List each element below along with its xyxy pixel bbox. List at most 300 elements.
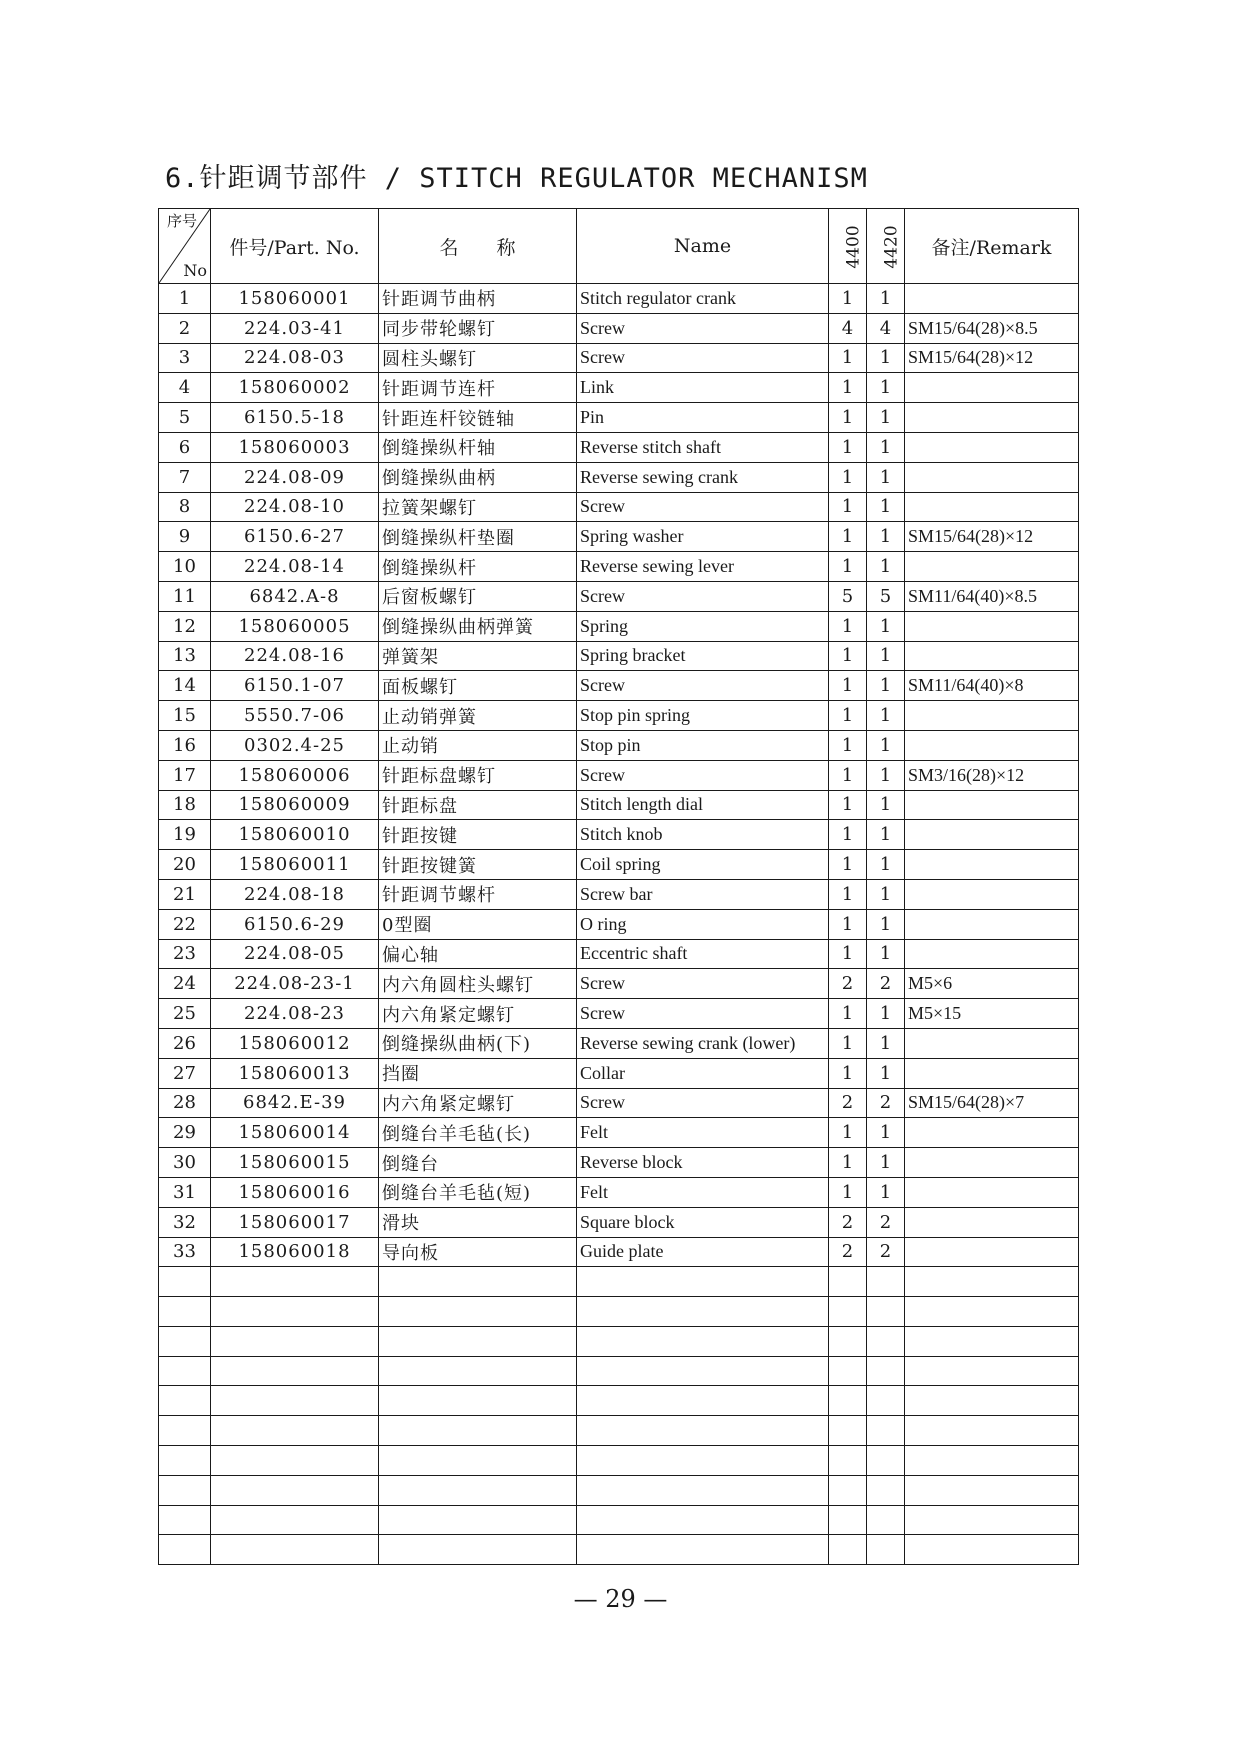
cell-en-name: Screw bbox=[577, 343, 829, 373]
cell-part-no: 224.08-10 bbox=[211, 492, 379, 522]
parts-table bbox=[158, 208, 1079, 1565]
cell-qty-4400: 1 bbox=[829, 939, 867, 969]
cell-remark bbox=[905, 850, 1079, 880]
cell-qty-4400: 1 bbox=[829, 850, 867, 880]
cell-qty-4420: 1 bbox=[867, 909, 905, 939]
cell-part-no: 5550.7-06 bbox=[211, 701, 379, 731]
table-row bbox=[159, 492, 1079, 522]
cell-en-name: Stitch regulator crank bbox=[577, 284, 829, 314]
cell-en-name: Screw bbox=[577, 492, 829, 522]
table-row bbox=[159, 611, 1079, 641]
cell-remark bbox=[905, 432, 1079, 462]
cell-remark-empty bbox=[905, 1535, 1079, 1565]
cell-qty-4400: 1 bbox=[829, 403, 867, 433]
cell-cn-name: 导向板 bbox=[379, 1237, 577, 1267]
cell-no: 3 bbox=[159, 343, 211, 373]
cell-en-name: Screw bbox=[577, 999, 829, 1029]
cell-cn-name: 针距调节曲柄 bbox=[379, 284, 577, 314]
header-en-name: Name bbox=[577, 209, 829, 284]
cell-part-no: 158060018 bbox=[211, 1237, 379, 1267]
cell-remark-empty bbox=[905, 1475, 1079, 1505]
cell-no: 13 bbox=[159, 641, 211, 671]
cell-remark bbox=[905, 909, 1079, 939]
cell-part-no: 6150.5-18 bbox=[211, 403, 379, 433]
cell-cn-name: 弹簧架 bbox=[379, 641, 577, 671]
cell-remark bbox=[905, 611, 1079, 641]
cell-part-no: 158060006 bbox=[211, 760, 379, 790]
cell-qty-4400: 1 bbox=[829, 641, 867, 671]
cell-remark bbox=[905, 730, 1079, 760]
cell-qty-4420-empty bbox=[867, 1267, 905, 1297]
cell-qty-4400: 1 bbox=[829, 373, 867, 403]
cell-no: 30 bbox=[159, 1148, 211, 1178]
cell-no-empty bbox=[159, 1446, 211, 1476]
cell-remark: SM3/16(28)×12 bbox=[905, 760, 1079, 790]
cell-part-no: 158060009 bbox=[211, 790, 379, 820]
table-row bbox=[159, 1088, 1079, 1118]
table-row bbox=[159, 701, 1079, 731]
cell-no: 33 bbox=[159, 1237, 211, 1267]
cell-no: 11 bbox=[159, 581, 211, 611]
table-row bbox=[159, 641, 1079, 671]
cell-qty-4420: 1 bbox=[867, 552, 905, 582]
cell-en-name: Reverse stitch shaft bbox=[577, 432, 829, 462]
table-row bbox=[159, 1207, 1079, 1237]
cell-en-name: Reverse sewing crank (lower) bbox=[577, 1028, 829, 1058]
cell-part-no: 158060014 bbox=[211, 1118, 379, 1148]
cell-qty-4400: 1 bbox=[829, 1118, 867, 1148]
cell-en-name: Spring bracket bbox=[577, 641, 829, 671]
cell-cn-name: 内六角圆柱头螺钉 bbox=[379, 969, 577, 999]
empty-table-row bbox=[159, 1386, 1079, 1416]
cell-cn-name: 倒缝台 bbox=[379, 1148, 577, 1178]
cell-qty-4420: 1 bbox=[867, 790, 905, 820]
cell-qty-4400: 2 bbox=[829, 1088, 867, 1118]
cell-en-name: Stop pin spring bbox=[577, 701, 829, 731]
cell-part-no-empty bbox=[211, 1446, 379, 1476]
cell-en-name: O ring bbox=[577, 909, 829, 939]
cell-cn-name: 后窗板螺钉 bbox=[379, 581, 577, 611]
header-qty-4420 bbox=[867, 209, 905, 284]
cell-en-name: Screw bbox=[577, 671, 829, 701]
table-row bbox=[159, 879, 1079, 909]
cell-cn-name: 倒缝操纵杆 bbox=[379, 552, 577, 582]
cell-cn-name: 针距标盘螺钉 bbox=[379, 760, 577, 790]
cell-part-no: 224.08-05 bbox=[211, 939, 379, 969]
cell-qty-4400-empty bbox=[829, 1267, 867, 1297]
cell-qty-4400-empty bbox=[829, 1416, 867, 1446]
cell-en-name: Screw bar bbox=[577, 879, 829, 909]
cell-en-name: Screw bbox=[577, 1088, 829, 1118]
table-row bbox=[159, 581, 1079, 611]
cell-no: 24 bbox=[159, 969, 211, 999]
cell-remark bbox=[905, 462, 1079, 492]
cell-no: 6 bbox=[159, 432, 211, 462]
table-body bbox=[159, 284, 1079, 1565]
cell-cn-name: 同步带轮螺钉 bbox=[379, 313, 577, 343]
table-row bbox=[159, 820, 1079, 850]
cell-remark: SM11/64(40)×8 bbox=[905, 671, 1079, 701]
table-row bbox=[159, 522, 1079, 552]
cell-qty-4400: 1 bbox=[829, 492, 867, 522]
cell-part-no: 6150.6-27 bbox=[211, 522, 379, 552]
table-row bbox=[159, 373, 1079, 403]
cell-remark bbox=[905, 492, 1079, 522]
cell-qty-4400: 1 bbox=[829, 671, 867, 701]
cell-qty-4400: 1 bbox=[829, 701, 867, 731]
cell-en-name-empty bbox=[577, 1475, 829, 1505]
cell-no: 10 bbox=[159, 552, 211, 582]
cell-remark bbox=[905, 1207, 1079, 1237]
cell-qty-4400: 1 bbox=[829, 343, 867, 373]
cell-no: 23 bbox=[159, 939, 211, 969]
cell-remark-empty bbox=[905, 1267, 1079, 1297]
cell-qty-4400: 5 bbox=[829, 581, 867, 611]
cell-qty-4420: 2 bbox=[867, 1088, 905, 1118]
cell-no: 32 bbox=[159, 1207, 211, 1237]
cell-part-no-empty bbox=[211, 1386, 379, 1416]
cell-qty-4420: 1 bbox=[867, 1028, 905, 1058]
cell-cn-name-empty bbox=[379, 1505, 577, 1535]
cell-no: 20 bbox=[159, 850, 211, 880]
cell-qty-4400: 1 bbox=[829, 730, 867, 760]
cell-qty-4420-empty bbox=[867, 1505, 905, 1535]
cell-qty-4420: 1 bbox=[867, 730, 905, 760]
cell-en-name-empty bbox=[577, 1267, 829, 1297]
cell-qty-4420: 1 bbox=[867, 284, 905, 314]
cell-part-no: 158060017 bbox=[211, 1207, 379, 1237]
cell-en-name: Square block bbox=[577, 1207, 829, 1237]
cell-remark: SM15/64(28)×12 bbox=[905, 343, 1079, 373]
table-header-row bbox=[159, 209, 1079, 284]
cell-cn-name-empty bbox=[379, 1535, 577, 1565]
header-no bbox=[159, 209, 211, 284]
cell-qty-4400: 1 bbox=[829, 462, 867, 492]
cell-en-name-empty bbox=[577, 1297, 829, 1327]
cell-part-no-empty bbox=[211, 1475, 379, 1505]
cell-qty-4420: 1 bbox=[867, 343, 905, 373]
cell-remark bbox=[905, 1118, 1079, 1148]
cell-cn-name-empty bbox=[379, 1386, 577, 1416]
cell-qty-4420-empty bbox=[867, 1416, 905, 1446]
cell-en-name-empty bbox=[577, 1535, 829, 1565]
cell-cn-name-empty bbox=[379, 1475, 577, 1505]
cell-qty-4400: 1 bbox=[829, 1177, 867, 1207]
table-row bbox=[159, 1237, 1079, 1267]
cell-en-name: Screw bbox=[577, 969, 829, 999]
cell-en-name-empty bbox=[577, 1386, 829, 1416]
cell-cn-name: 针距调节螺杆 bbox=[379, 879, 577, 909]
cell-no-empty bbox=[159, 1386, 211, 1416]
cell-part-no: 224.08-14 bbox=[211, 552, 379, 582]
cell-en-name-empty bbox=[577, 1416, 829, 1446]
cell-remark bbox=[905, 1028, 1079, 1058]
table-row bbox=[159, 909, 1079, 939]
cell-cn-name: 0型圈 bbox=[379, 909, 577, 939]
cell-cn-name: 针距按键簧 bbox=[379, 850, 577, 880]
cell-cn-name: 滑块 bbox=[379, 1207, 577, 1237]
cell-cn-name: 倒缝操纵曲柄弹簧 bbox=[379, 611, 577, 641]
cell-qty-4400: 1 bbox=[829, 611, 867, 641]
cell-qty-4420: 1 bbox=[867, 850, 905, 880]
cell-no: 14 bbox=[159, 671, 211, 701]
cell-qty-4420: 1 bbox=[867, 671, 905, 701]
cell-qty-4400-empty bbox=[829, 1386, 867, 1416]
cell-qty-4420: 2 bbox=[867, 969, 905, 999]
cell-part-no: 6150.1-07 bbox=[211, 671, 379, 701]
table-row bbox=[159, 1058, 1079, 1088]
cell-no: 17 bbox=[159, 760, 211, 790]
cell-en-name-empty bbox=[577, 1356, 829, 1386]
header-no-top: 序号 bbox=[167, 212, 198, 230]
cell-cn-name: 圆柱头螺钉 bbox=[379, 343, 577, 373]
cell-en-name: Guide plate bbox=[577, 1237, 829, 1267]
cell-part-no: 158060011 bbox=[211, 850, 379, 880]
cell-cn-name-empty bbox=[379, 1356, 577, 1386]
cell-part-no: 224.08-23 bbox=[211, 999, 379, 1029]
page-number: — 29 — bbox=[573, 1585, 668, 1613]
table-row bbox=[159, 1028, 1079, 1058]
cell-cn-name: 倒缝操纵曲柄(下) bbox=[379, 1028, 577, 1058]
table-row bbox=[159, 343, 1079, 373]
table-row bbox=[159, 790, 1079, 820]
cell-part-no: 158060013 bbox=[211, 1058, 379, 1088]
cell-qty-4420: 1 bbox=[867, 999, 905, 1029]
cell-no-empty bbox=[159, 1297, 211, 1327]
cell-cn-name-empty bbox=[379, 1446, 577, 1476]
cell-part-no: 158060016 bbox=[211, 1177, 379, 1207]
cell-qty-4420: 5 bbox=[867, 581, 905, 611]
cell-qty-4420: 1 bbox=[867, 403, 905, 433]
cell-en-name: Stitch knob bbox=[577, 820, 829, 850]
cell-cn-name: 针距连杆铰链轴 bbox=[379, 403, 577, 433]
cell-qty-4420-empty bbox=[867, 1535, 905, 1565]
cell-no: 4 bbox=[159, 373, 211, 403]
cell-qty-4400: 2 bbox=[829, 1207, 867, 1237]
cell-part-no: 224.08-03 bbox=[211, 343, 379, 373]
cell-en-name: Reverse block bbox=[577, 1148, 829, 1178]
cell-qty-4400: 2 bbox=[829, 969, 867, 999]
cell-qty-4420: 2 bbox=[867, 1207, 905, 1237]
cell-qty-4400: 1 bbox=[829, 879, 867, 909]
cell-en-name-empty bbox=[577, 1326, 829, 1356]
cell-part-no-empty bbox=[211, 1356, 379, 1386]
cell-no-empty bbox=[159, 1505, 211, 1535]
cell-remark: SM15/64(28)×8.5 bbox=[905, 313, 1079, 343]
cell-no: 27 bbox=[159, 1058, 211, 1088]
cell-remark bbox=[905, 879, 1079, 909]
cell-qty-4420: 1 bbox=[867, 879, 905, 909]
cell-cn-name: 拉簧架螺钉 bbox=[379, 492, 577, 522]
empty-table-row bbox=[159, 1326, 1079, 1356]
cell-en-name: Coil spring bbox=[577, 850, 829, 880]
cell-en-name: Eccentric shaft bbox=[577, 939, 829, 969]
cell-cn-name-empty bbox=[379, 1326, 577, 1356]
cell-qty-4400-empty bbox=[829, 1505, 867, 1535]
cell-no: 2 bbox=[159, 313, 211, 343]
cell-en-name: Pin bbox=[577, 403, 829, 433]
cell-qty-4400-empty bbox=[829, 1297, 867, 1327]
cell-qty-4400-empty bbox=[829, 1326, 867, 1356]
cell-cn-name: 内六角紧定螺钉 bbox=[379, 999, 577, 1029]
cell-no-empty bbox=[159, 1535, 211, 1565]
cell-qty-4400: 1 bbox=[829, 522, 867, 552]
cell-no: 9 bbox=[159, 522, 211, 552]
cell-part-no: 224.08-09 bbox=[211, 462, 379, 492]
cell-qty-4420: 1 bbox=[867, 492, 905, 522]
cell-en-name: Screw bbox=[577, 760, 829, 790]
table-row bbox=[159, 730, 1079, 760]
empty-table-row bbox=[159, 1416, 1079, 1446]
cell-en-name: Spring bbox=[577, 611, 829, 641]
cell-en-name: Collar bbox=[577, 1058, 829, 1088]
cell-qty-4420: 1 bbox=[867, 432, 905, 462]
cell-cn-name: 倒缝操纵杆垫圈 bbox=[379, 522, 577, 552]
cell-qty-4420: 1 bbox=[867, 1177, 905, 1207]
cell-cn-name: 止动销 bbox=[379, 730, 577, 760]
table-row bbox=[159, 850, 1079, 880]
cell-no: 29 bbox=[159, 1118, 211, 1148]
cell-en-name: Stitch length dial bbox=[577, 790, 829, 820]
cell-en-name-empty bbox=[577, 1505, 829, 1535]
cell-qty-4400: 1 bbox=[829, 1058, 867, 1088]
empty-table-row bbox=[159, 1505, 1079, 1535]
cell-no: 21 bbox=[159, 879, 211, 909]
cell-qty-4400-empty bbox=[829, 1446, 867, 1476]
table-row bbox=[159, 552, 1079, 582]
cell-cn-name: 针距标盘 bbox=[379, 790, 577, 820]
cell-no: 28 bbox=[159, 1088, 211, 1118]
header-part-no: 件号/Part. No. bbox=[211, 209, 379, 284]
header-qty-4420-label: 4420 bbox=[881, 225, 902, 269]
cell-part-no: 158060002 bbox=[211, 373, 379, 403]
cell-qty-4420: 4 bbox=[867, 313, 905, 343]
cell-qty-4420: 1 bbox=[867, 611, 905, 641]
table-row bbox=[159, 284, 1079, 314]
table-row bbox=[159, 969, 1079, 999]
cell-part-no: 158060001 bbox=[211, 284, 379, 314]
cell-en-name: Reverse sewing lever bbox=[577, 552, 829, 582]
empty-table-row bbox=[159, 1475, 1079, 1505]
cell-no: 8 bbox=[159, 492, 211, 522]
cell-qty-4420: 1 bbox=[867, 522, 905, 552]
cell-part-no-empty bbox=[211, 1267, 379, 1297]
cell-no: 15 bbox=[159, 701, 211, 731]
cell-remark: SM15/64(28)×7 bbox=[905, 1088, 1079, 1118]
cell-no-empty bbox=[159, 1475, 211, 1505]
cell-qty-4420: 1 bbox=[867, 1058, 905, 1088]
cell-en-name: Felt bbox=[577, 1177, 829, 1207]
cell-qty-4420: 1 bbox=[867, 373, 905, 403]
cell-qty-4420-empty bbox=[867, 1297, 905, 1327]
cell-qty-4400: 2 bbox=[829, 1237, 867, 1267]
table-row bbox=[159, 1118, 1079, 1148]
cell-cn-name: 倒缝台羊毛毡(短) bbox=[379, 1177, 577, 1207]
cell-qty-4400-empty bbox=[829, 1356, 867, 1386]
cell-en-name: Spring washer bbox=[577, 522, 829, 552]
cell-cn-name: 针距按键 bbox=[379, 820, 577, 850]
cell-qty-4420: 1 bbox=[867, 760, 905, 790]
cell-remark bbox=[905, 1177, 1079, 1207]
cell-no: 18 bbox=[159, 790, 211, 820]
cell-qty-4420: 2 bbox=[867, 1237, 905, 1267]
cell-part-no: 6842.E-39 bbox=[211, 1088, 379, 1118]
cell-no: 26 bbox=[159, 1028, 211, 1058]
cell-qty-4420: 1 bbox=[867, 939, 905, 969]
cell-remark bbox=[905, 403, 1079, 433]
cell-part-no-empty bbox=[211, 1297, 379, 1327]
cell-qty-4400: 1 bbox=[829, 1028, 867, 1058]
cell-remark: M5×15 bbox=[905, 999, 1079, 1029]
table-row bbox=[159, 1177, 1079, 1207]
cell-en-name: Reverse sewing crank bbox=[577, 462, 829, 492]
cell-cn-name: 止动销弹簧 bbox=[379, 701, 577, 731]
cell-cn-name: 面板螺钉 bbox=[379, 671, 577, 701]
cell-remark bbox=[905, 820, 1079, 850]
cell-cn-name-empty bbox=[379, 1297, 577, 1327]
cell-qty-4420: 1 bbox=[867, 1148, 905, 1178]
cell-qty-4400: 1 bbox=[829, 284, 867, 314]
cell-qty-4400: 1 bbox=[829, 909, 867, 939]
empty-table-row bbox=[159, 1535, 1079, 1565]
cell-part-no-empty bbox=[211, 1416, 379, 1446]
header-qty-4400 bbox=[829, 209, 867, 284]
cell-en-name: Felt bbox=[577, 1118, 829, 1148]
table-row bbox=[159, 462, 1079, 492]
cell-no: 31 bbox=[159, 1177, 211, 1207]
cell-part-no: 158060010 bbox=[211, 820, 379, 850]
cell-no: 12 bbox=[159, 611, 211, 641]
cell-en-name: Screw bbox=[577, 581, 829, 611]
cell-qty-4420-empty bbox=[867, 1446, 905, 1476]
cell-qty-4400-empty bbox=[829, 1535, 867, 1565]
cell-part-no: 158060003 bbox=[211, 432, 379, 462]
cell-cn-name: 倒缝台羊毛毡(长) bbox=[379, 1118, 577, 1148]
table-row bbox=[159, 432, 1079, 462]
cell-qty-4420-empty bbox=[867, 1356, 905, 1386]
cell-en-name: Link bbox=[577, 373, 829, 403]
cell-en-name: Screw bbox=[577, 313, 829, 343]
header-no-bottom: No bbox=[183, 261, 207, 280]
cell-part-no: 224.03-41 bbox=[211, 313, 379, 343]
cell-en-name: Stop pin bbox=[577, 730, 829, 760]
cell-remark-empty bbox=[905, 1446, 1079, 1476]
table-row bbox=[159, 999, 1079, 1029]
cell-part-no-empty bbox=[211, 1505, 379, 1535]
cell-part-no: 158060005 bbox=[211, 611, 379, 641]
cell-no-empty bbox=[159, 1326, 211, 1356]
cell-remark bbox=[905, 939, 1079, 969]
cell-part-no: 158060012 bbox=[211, 1028, 379, 1058]
cell-qty-4400-empty bbox=[829, 1475, 867, 1505]
header-qty-4400-label: 4400 bbox=[843, 225, 864, 269]
cell-part-no: 224.08-16 bbox=[211, 641, 379, 671]
cell-part-no: 6150.6-29 bbox=[211, 909, 379, 939]
cell-remark-empty bbox=[905, 1297, 1079, 1327]
cell-part-no-empty bbox=[211, 1535, 379, 1565]
cell-no-empty bbox=[159, 1416, 211, 1446]
cell-no-empty bbox=[159, 1356, 211, 1386]
cell-remark: SM11/64(40)×8.5 bbox=[905, 581, 1079, 611]
cell-qty-4420-empty bbox=[867, 1475, 905, 1505]
cell-qty-4400: 1 bbox=[829, 432, 867, 462]
header-remark: 备注/Remark bbox=[905, 209, 1079, 284]
cell-part-no-empty bbox=[211, 1326, 379, 1356]
page-title: 6.针距调节部件 / STITCH REGULATOR MECHANISM bbox=[165, 163, 868, 194]
cell-remark-empty bbox=[905, 1505, 1079, 1535]
cell-remark bbox=[905, 701, 1079, 731]
cell-qty-4420: 1 bbox=[867, 820, 905, 850]
